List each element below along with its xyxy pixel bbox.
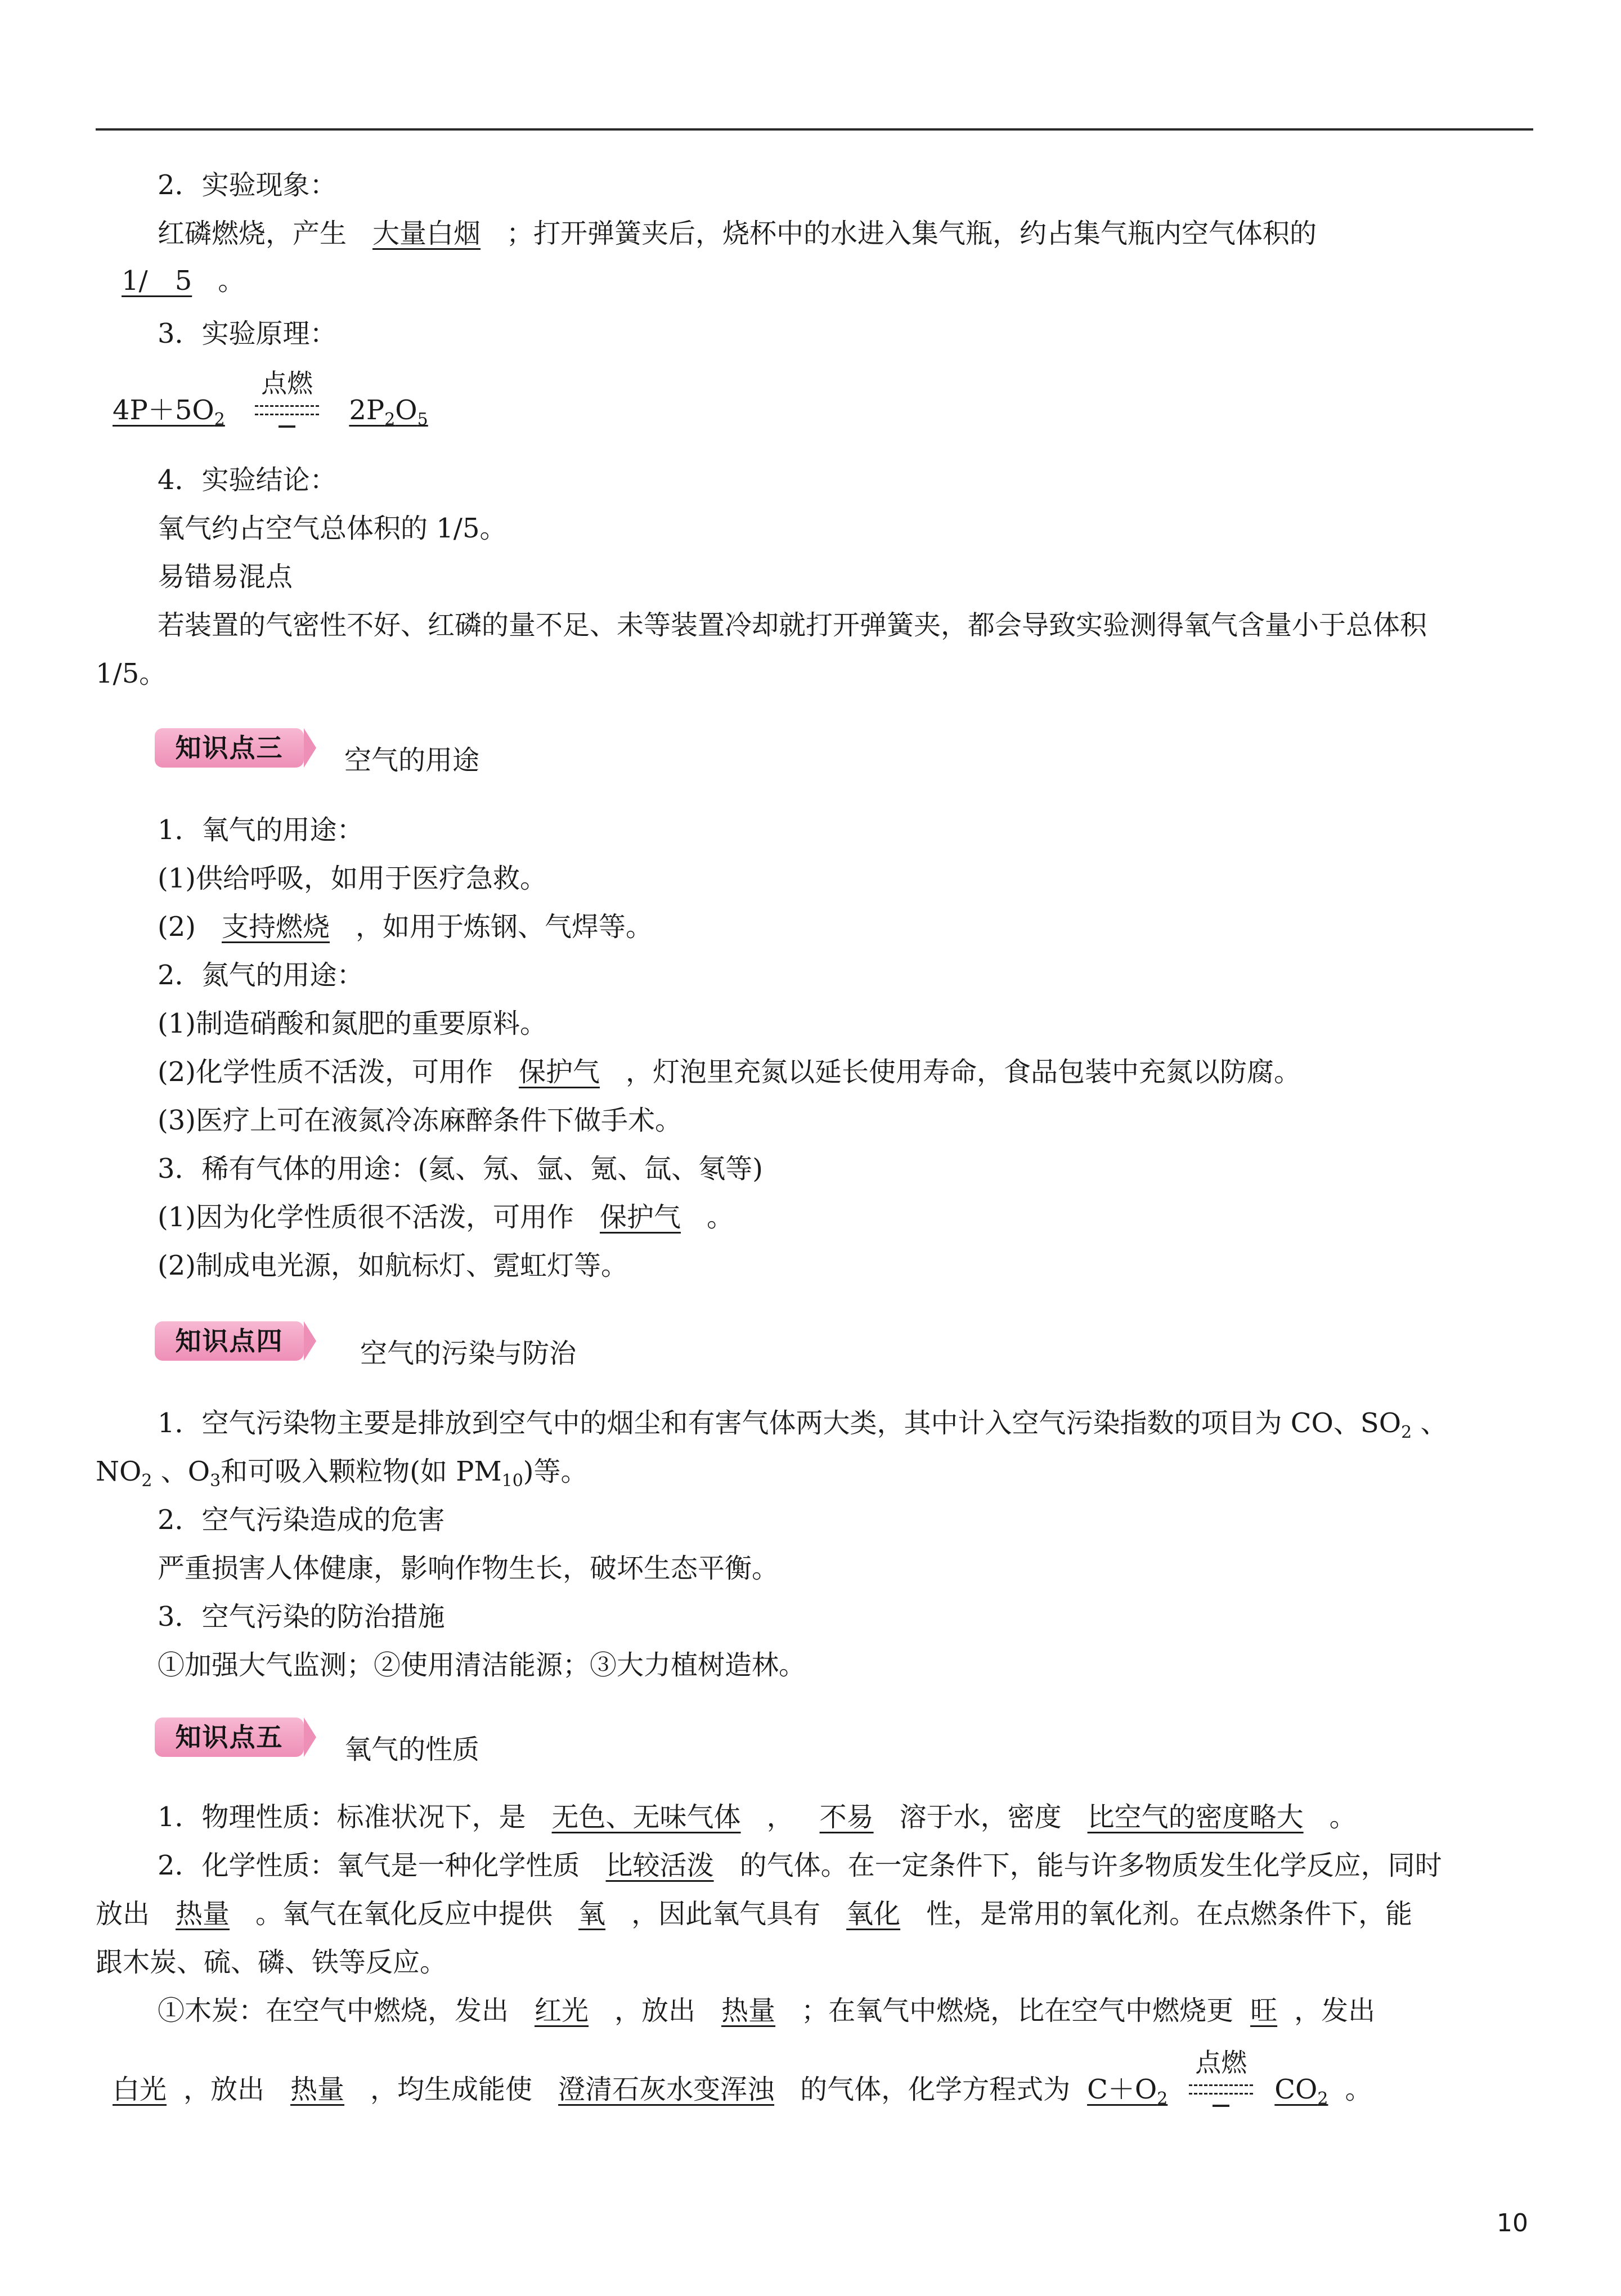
mistake-heading: 易错易混点 bbox=[158, 561, 293, 593]
answer-blank: 氧 bbox=[578, 1898, 606, 1930]
equal-sign-icon bbox=[1189, 2084, 1253, 2095]
reaction-condition-sign bbox=[1184, 2047, 1258, 2110]
reaction-condition: 点燃 bbox=[261, 367, 313, 398]
rare-gas-heading: 3．稀有气体的用途：(氦、氖、氩、氪、氙、氡等) bbox=[158, 1153, 763, 1185]
pollution-measure-text: ①加强大气监测；②使用清洁能源；③大力植树造林。 bbox=[158, 1649, 806, 1681]
answer-blank: 比较活泼 bbox=[605, 1850, 714, 1881]
equation-right: $2P_2O_5$ bbox=[349, 394, 428, 429]
oxygen-use-2: (2) 支持燃烧 ，如用于炼钢、气焊等。 bbox=[158, 911, 653, 943]
dash-icon bbox=[279, 425, 295, 428]
section-badge-5: 知识点五 bbox=[155, 1717, 304, 1757]
mistake-text-2: 1/5。 bbox=[96, 658, 167, 689]
reaction-condition: 点燃 bbox=[1195, 2047, 1247, 2078]
phenomenon-line-2 bbox=[96, 262, 245, 299]
phenomenon-heading: 2．实验现象： bbox=[158, 169, 337, 201]
answer-blank: 无色、无味气体 bbox=[551, 1801, 741, 1833]
equation-left: $C+O_2$ bbox=[1087, 2074, 1168, 2109]
nitrogen-use-3: (3)医疗上可在液氮冷冻麻醉条件下做手术。 bbox=[158, 1105, 682, 1136]
pollution-harm-heading: 2．空气污染造成的危害 bbox=[158, 1504, 445, 1536]
answer-blank: 大量白烟 bbox=[372, 218, 481, 249]
pollution-harm-text: 严重损害人体健康，影响作物生长，破坏生态平衡。 bbox=[158, 1553, 779, 1584]
section-title-4: 空气的污染与防治 bbox=[360, 1338, 577, 1369]
phenomenon-text-b: ；打开弹簧夹后，烧杯中的水进入集气瓶，约占集气瓶内空气体积的 bbox=[506, 218, 1317, 249]
equation-left: $4P+5O_2$ bbox=[113, 394, 225, 429]
equal-sign-icon bbox=[255, 405, 319, 415]
section-title-3: 空气的用途 bbox=[344, 745, 480, 776]
pollution-measure-heading: 3．空气污染的防治措施 bbox=[158, 1601, 445, 1633]
answer-blank: 氧化 bbox=[846, 1898, 901, 1930]
chemical-property-2: 放出 热量 。氧气在氧化反应中提供 氧 ，因此氧气具有 氧化 性，是常用的氧化剂。在点燃条件下，能 bbox=[96, 1898, 1413, 1930]
chemical-property-3: 跟木炭、硫、磷、铁等反应。 bbox=[96, 1947, 447, 1978]
phenomenon-text-a: 红磷燃烧，产生 bbox=[158, 218, 347, 249]
answer-blank: 比空气的密度略大 bbox=[1087, 1801, 1304, 1833]
page-number: 10 bbox=[1497, 2209, 1528, 2237]
nitrogen-use-2: (2)化学性质不活泼，可用作 保护气 ，灯泡里充氮以延长使用寿命，食品包装中充氮以防腐。 bbox=[158, 1056, 1301, 1088]
section-title-5: 氧气的性质 bbox=[344, 1734, 480, 1765]
section-badge-3: 知识点三 bbox=[155, 728, 304, 768]
answer-blank: 热量 bbox=[721, 1995, 776, 2026]
oxygen-use-1: (1)供给呼吸，如用于医疗急救。 bbox=[158, 863, 547, 894]
principle-heading: 3．实验原理： bbox=[158, 318, 337, 349]
answer-blank: 旺 bbox=[1250, 1995, 1278, 2026]
rare-gas-use-2: (2)制成电光源，如航标灯、霓虹灯等。 bbox=[158, 1250, 628, 1281]
answer-blank: 红光 bbox=[535, 1995, 589, 2026]
answer-blank: 热量 bbox=[176, 1898, 230, 1930]
physical-property: 1．物理性质：标准状况下，是 无色、无味气体 ， 不易 溶于水，密度 比空气的密度略大 。 bbox=[158, 1801, 1357, 1833]
header-rule bbox=[96, 128, 1533, 131]
pollution-para-1: 1．空气污染物主要是排放到空气中的烟尘和有害气体两大类，其中计入空气污染指数的项目为 CO、$SO_2$ 、 bbox=[158, 1407, 1448, 1442]
nitrogen-use-heading: 2．氮气的用途： bbox=[158, 959, 364, 991]
answer-blank: 1/ 5 bbox=[122, 265, 192, 297]
oxygen-use-heading: 1．氧气的用途： bbox=[158, 814, 364, 846]
conclusion-heading: 4．实验结论： bbox=[158, 464, 337, 496]
section-badge-4: 知识点四 bbox=[155, 1321, 304, 1361]
principle-equation bbox=[96, 367, 445, 431]
pollution-para-1b: $NO_2$ 、$O_3$和可吸入颗粒物(如 $PM_{10}$)等。 bbox=[96, 1456, 588, 1491]
charcoal-line-1: ①木炭：在空气中燃烧，发出 红光 ，放出 热量 ；在氧气中燃烧，比在空气中燃烧更 旺 ，发出 bbox=[158, 1995, 1376, 2026]
answer-blank: 支持燃烧 bbox=[222, 911, 330, 943]
phenomenon-end: 。 bbox=[218, 265, 245, 297]
rare-gas-use-1: (1)因为化学性质很不活泼，可用作 保护气 。 bbox=[158, 1201, 734, 1233]
answer-blank: 白光 bbox=[113, 2074, 167, 2105]
reaction-condition-sign bbox=[250, 367, 324, 431]
answer-blank: 热量 bbox=[290, 2074, 345, 2105]
nitrogen-use-1: (1)制造硝酸和氮肥的重要原料。 bbox=[158, 1008, 547, 1039]
dash-icon bbox=[1213, 2105, 1229, 2107]
answer-blank: 保护气 bbox=[519, 1056, 600, 1088]
answer-blank: 不易 bbox=[819, 1801, 874, 1833]
answer-blank: 澄清石灰水变浑浊 bbox=[558, 2074, 775, 2105]
equation-right: $CO_2$ bbox=[1274, 2074, 1328, 2109]
conclusion-text: 氧气约占空气总体积的 1/5。 bbox=[158, 513, 507, 544]
mistake-text-1: 若装置的气密性不好、红磷的量不足、未等装置冷却就打开弹簧夹，都会导致实验测得氧气含量小于总体积 bbox=[158, 609, 1427, 641]
charcoal-line-2: 白光 ，放出 热量 ，均生成能使 澄清石灰水变浑浊 的气体，化学方程式为 $C+O_2$ 点燃 $CO_2$ 。 bbox=[96, 2071, 1372, 2110]
phenomenon-line bbox=[158, 215, 1317, 252]
answer-blank: 保护气 bbox=[600, 1201, 681, 1233]
chemical-property-1: 2．化学性质：氧气是一种化学性质 比较活泼 的气体。在一定条件下，能与许多物质发生化学反应，同时 bbox=[158, 1850, 1442, 1881]
